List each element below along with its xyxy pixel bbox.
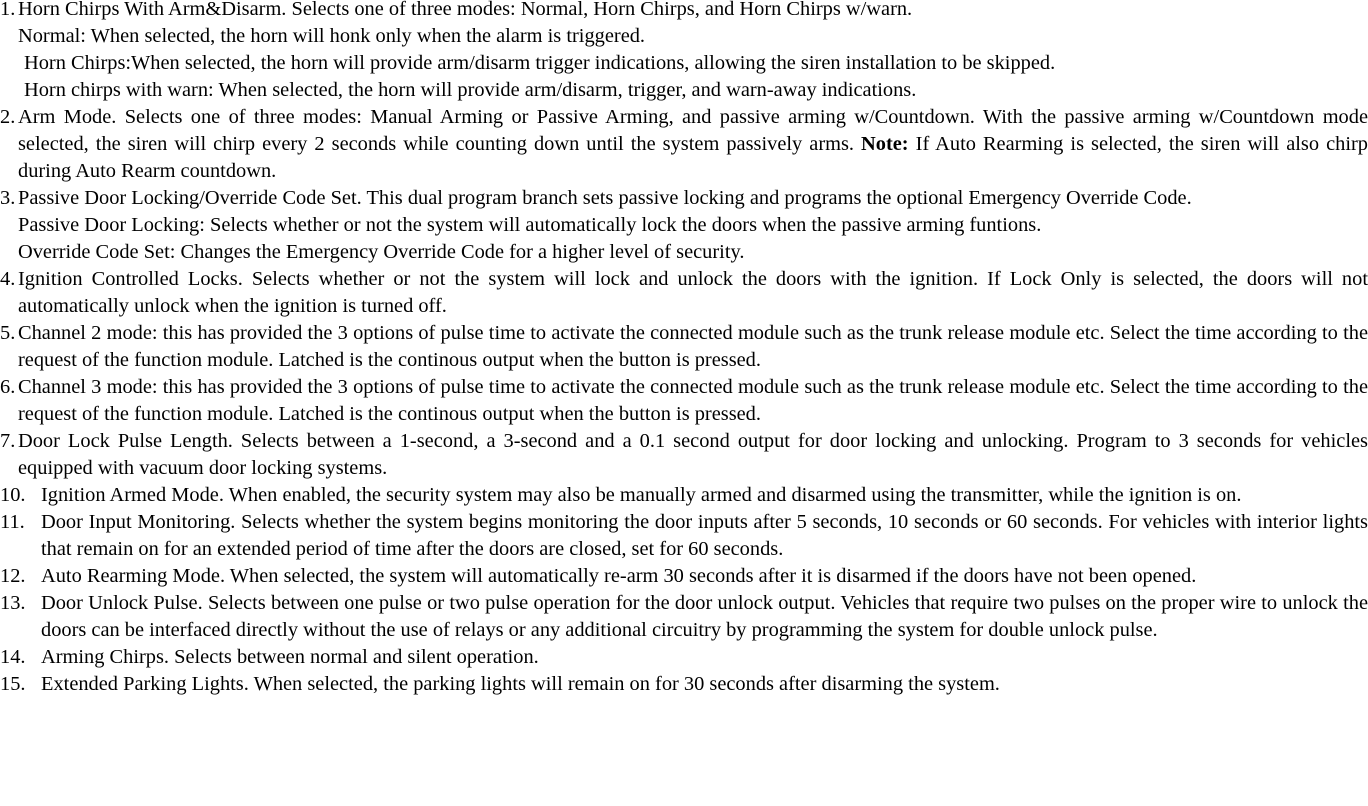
item-number: 1.	[0, 0, 16, 20]
item-text: Ignition Armed Mode. When enabled, the security system may also be manually armed and disarmed using the transmitter, while the ignition is on.	[41, 484, 1242, 506]
list-item-4	[0, 266, 1368, 320]
list-item-12	[0, 563, 1368, 590]
sub-item-normal: Normal: When selected, the horn will honk only when the alarm is triggered.	[18, 25, 646, 47]
sub-item-horn-chirps-warn: Horn chirps with warn: When selected, the horn will provide arm/disarm, trigger, and warn-away indications.	[24, 79, 917, 101]
list-item-15	[0, 671, 1368, 698]
sub-item-horn-chirps: Horn Chirps:When selected, the horn will provide arm/disarm trigger indications, allowing the siren installation to be skipped.	[24, 52, 1056, 74]
item-number: 4.	[0, 268, 16, 290]
item-number: 2.	[0, 106, 16, 128]
item-text: Channel 3 mode: this has provided the 3 options of pulse time to activate the connected module such as the trunk release module etc. Select the time according to the request of the function module. Latched is the continous output when the button is pressed.	[18, 376, 1368, 425]
item-number: 3.	[0, 187, 16, 209]
item-text: Extended Parking Lights. When selected, the parking lights will remain on for 30 seconds after disarming the system.	[41, 673, 1000, 695]
item-text: Arm Mode. Selects one of three modes: Manual Arming or Passive Arming, and passive arming w/Countdown. With the passive arming w/Countdown mode selected, the siren will chirp every 2 seconds while counting down until the system passively arms.	[18, 106, 1368, 155]
item-number: 14.	[0, 646, 26, 668]
list-item-2	[0, 104, 1368, 185]
item-text: Horn Chirps With Arm&Disarm. Selects one of three modes: Normal, Horn Chirps, and Horn Chirps w/warn.	[18, 0, 913, 20]
list-item-3	[0, 185, 1368, 212]
item-text: Door Input Monitoring. Selects whether the system begins monitoring the door inputs after 5 seconds, 10 seconds or 60 seconds. For vehicles with interior lights that remain on for an extended period of time after the doors are closed, set for 60 seconds.	[41, 511, 1368, 560]
item-number: 13.	[0, 592, 26, 614]
list-item-11	[0, 509, 1368, 563]
list-item-5	[0, 320, 1368, 374]
item-number: 12.	[0, 565, 26, 587]
sub-item-override-code-set: Override Code Set: Changes the Emergency Override Code for a higher level of security.	[18, 241, 745, 263]
item-text: Door Lock Pulse Length. Selects between a 1-second, a 3-second and a 0.1 second output for door locking and unlocking. Program to 3 seconds for vehicles equipped with vacuum door locking systems.	[18, 430, 1368, 479]
note-text: If Auto Rearming is selected, the siren will also chirp during Auto Rearm countdown.	[18, 133, 1368, 182]
item-number: 11.	[0, 511, 25, 533]
item-text: Auto Rearming Mode. When selected, the system will automatically re-arm 30 seconds after it is disarmed if the doors have not been opened.	[41, 565, 1197, 587]
list-item-6	[0, 374, 1368, 428]
item-text: Passive Door Locking/Override Code Set. This dual program branch sets passive locking and programs the optional Emergency Override Code.	[18, 187, 1192, 209]
item-text: Ignition Controlled Locks. Selects whether or not the system will lock and unlock the doors with the ignition. If Lock Only is selected, the doors will not automatically unlock when the ignition is turned off.	[18, 268, 1368, 317]
item-number: 5.	[0, 322, 16, 344]
item-number: 6.	[0, 376, 16, 398]
item-text: Arming Chirps. Selects between normal and silent operation.	[41, 646, 539, 668]
item-number: 10.	[0, 484, 26, 506]
note-label: Note:	[861, 133, 909, 155]
item-number: 15.	[0, 673, 26, 695]
list-item-13	[0, 590, 1368, 644]
item-text: Channel 2 mode: this has provided the 3 options of pulse time to activate the connected module such as the trunk release module etc. Select the time according to the request of the function module. Latched is the continous output when the button is pressed.	[18, 322, 1368, 371]
item-text-with-note	[18, 104, 1368, 185]
item-text: Door Unlock Pulse. Selects between one pulse or two pulse operation for the door unlock output. Vehicles that require two pulses on the proper wire to unlock the doors can be interfaced directly without the use of relays or any additional circuitry by programming the system for double unlock pulse.	[41, 592, 1368, 641]
item-number: 7.	[0, 430, 16, 452]
sub-item-passive-door-locking: Passive Door Locking: Selects whether or not the system will automatically lock the doors when the passive arming funtions.	[18, 214, 1042, 236]
list-item-7	[0, 428, 1368, 482]
list-item-14	[0, 644, 1368, 671]
list-item-1	[0, 0, 1368, 23]
list-item-10	[0, 482, 1368, 509]
